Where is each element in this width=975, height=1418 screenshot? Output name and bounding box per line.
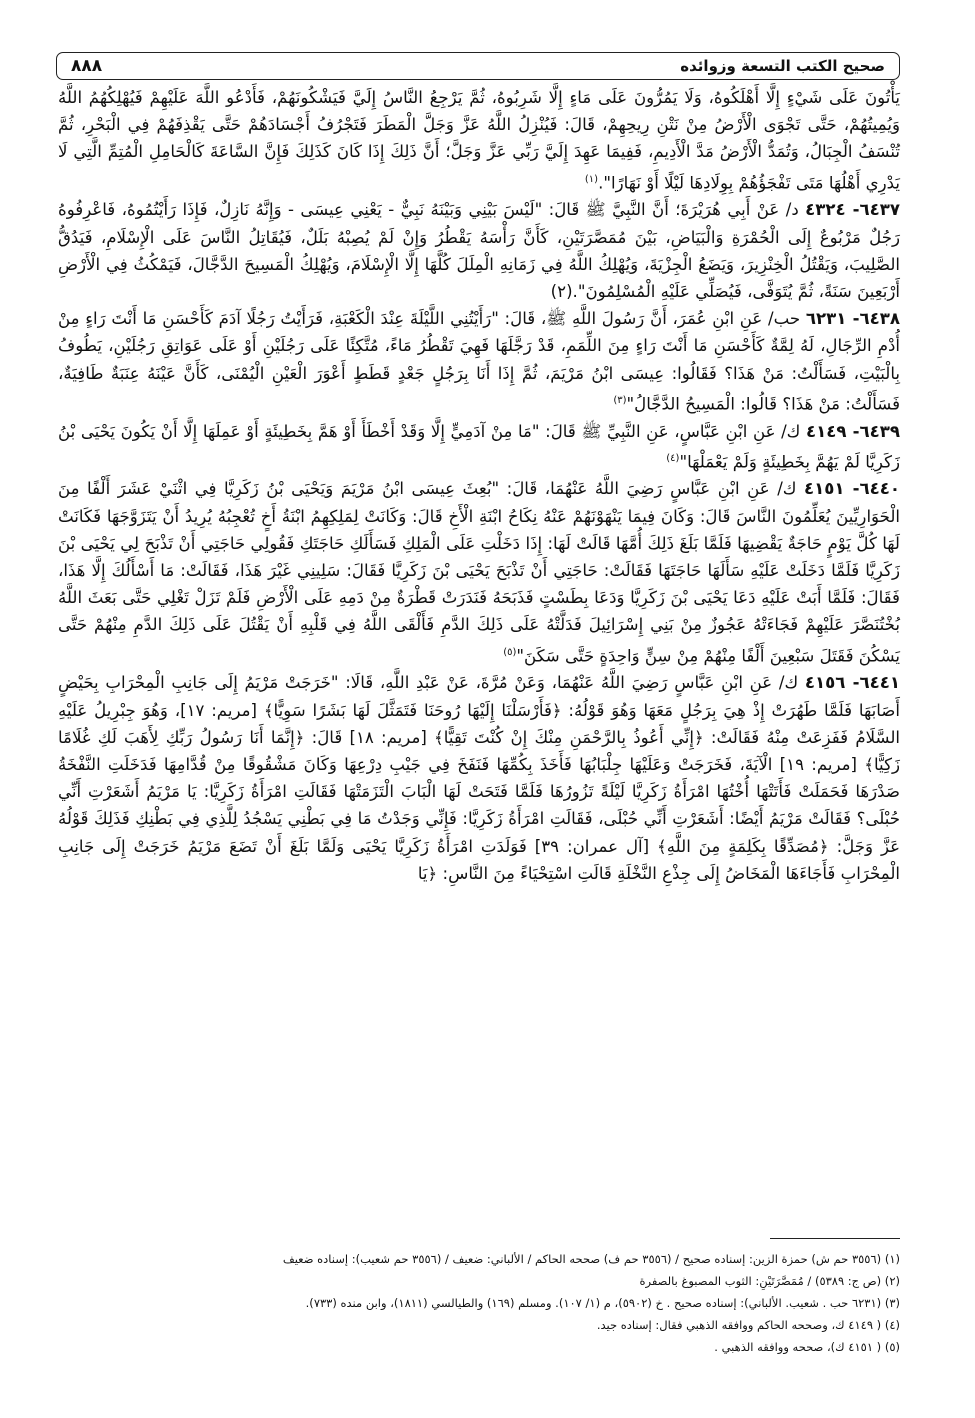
footnotes	[58, 1248, 900, 1358]
footnote-ref: (٢)	[550, 281, 573, 301]
footnote: (٣) (٦٢٣١ حب . شعيب. الألباني): إسناده صحيح . خ (٥٩٠٢)، م (١/ ١٠٧). ومسلم (١٦٩) والطيالسي (١٨١١)، وابن منده (٧٣٣).	[305, 1296, 900, 1310]
hadith-6440	[58, 475, 900, 669]
hadith-text: ك/ عَنِ ابْنِ عَبَّاسٍ رَضِيَ اللَّهُ عَنْهُمَا، وَعَنْ مُرَّةَ، عَنْ عَبْدِ اللَّهِ، قَالَا: "خَرَجَتْ مَرْيَمُ إِلَى جَانِبِ الْمِحْرَابِ بِحَيْضٍ أَصَابَهَا فَلَمَّا طَهُرَتْ إِذْ هِيَ بِرَجُلٍ مَعَهَا وَهُوَ قَوْلُهُ: ﴿فَأَرْسَلْنَا إِلَيْهَا رُوحَنَا فَتَمَثَّلَ لَهَا بَشَرًا سَوِيًّا﴾ [مريم: ١٧]، وَهُوَ جِبْرِيلُ عَلَيْهِ السَّلَامُ فَفَزِعَتْ مِنْهُ فَقَالَتْ: ﴿إِنِّي أَعُوذُ بِالرَّحْمَنِ مِنْكَ إِنْ كُنْتَ تَقِيًّا﴾ [مريم: ١٨] قَالَ: ﴿إِنَّمَا أَنَا رَسُولُ رَبِّكِ لِأَهَبَ لَكِ غُلَامًا زَكِيًّا﴾ [مريم: ١٩] الْآيَةَ، فَخَرَجَتْ وَعَلَيْهَا جِلْبَابُهَا فَأَخَذَ بِكُمِّهَا فَنَفَخَ فِي جَيْبِ دِرْعِهَا وَكَانَ مَشْقُوقًا مِنْ قُدَّامِهَا فَدَخَلَتِ النَّفْخَةُ صَدْرَهَا فَحَمَلَتْ فَأَتَتْهَا أُخْتُهَا امْرَأَةُ زَكَرِيَّا لَيْلَةً تَزُورُهَا فَلَمَّا فَتَحَتْ لَهَا الْبَابَ الْتَزَمَتْهَا فَقَالَتِ امْرَأَةُ زَكَرِيَّا: يَا مَرْيَمُ أَشَعَرْتِ أَنِّي حُبْلَى؟ فَقَالَتْ مَرْيَمُ أَيْضًا: أَشَعَرْتِ أَنِّي حُبْلَى، فَقَالَتِ امْرَأَةُ زَكَرِيَّا: فَإِنِّي وَجَدْتُ مَا فِي بَطْنِي يَسْجُدُ لِلَّذِي فِي بَطْنِكِ فَذَلِكَ قَوْلُهُ عَزَّ وَجَلَّ: ﴿مُصَدِّقًا بِكَلِمَةٍ مِنَ اللَّهِ﴾ [آل عمران: ٣٩] فَوَلَدَتِ امْرَأَةُ زَكَرِيَّا يَحْيَى وَلَمَّا بَلَغَ أَنْ تَضَعَ مَرْيَمُ خَرَجَتْ إِلَى جَانِبِ الْمِحْرَابِ فَأَجَاءَهَا الْمَخَاضُ إِلَى جِذْعِ النَّخْلَةِ قَالَتِ اسْتِحْيَاءً مِنَ النَّاسِ: ﴿يَا	[58, 673, 900, 883]
footnote: (٥) ( ٤١٥١ ك)، صححه ووافقه الذهبي .	[714, 1340, 900, 1354]
hadith-6441	[58, 669, 900, 887]
main-text	[58, 84, 900, 887]
hadith-text: حب/ عَنِ ابْنِ عُمَرَ، أَنَّ رَسُولَ اللَّهِ ﷺ، قَالَ: "رَأَيْتُنِي اللَّيْلَةَ عِنْدَ الْكَعْبَةِ، فَرَأَيْتُ رَجُلًا آدَمَ كَأَحْسَنِ مَا أَنْتَ رَاءٍ مِنْ أُدْمِ الرِّجَالِ، لَهُ لِمَّةٌ كَأَحْسَنِ مَا أَنْتَ رَاءٍ مِنَ اللِّمَمِ، قَدْ رَجَّلَهَا فَهِيَ تَقْطُرُ مَاءً، مُتَّكِئًا عَلَى رَجُلَيْنِ أَوْ عَلَى عَوَاتِقِ رَجُلَيْنِ، يَطُوفُ بِالْبَيْتِ، فَسَأَلْتُ: مَنْ هَذَا؟ فَقَالُوا: عِيسَى ابْنُ مَرْيَمَ، ثُمَّ إِذَا أَنَا بِرَجُلٍ جَعْدٍ قَطَطٍ أَعْوَرَ الْعَيْنِ الْيُمْنَى، كَأَنَّ عَيْنَهُ عِنَبَةٌ طَافِيَةٌ، فَسَأَلْتُ: مَنْ هَذَا؟ قَالُوا: الْمَسِيحُ الدَّجَّالُ"	[58, 309, 900, 414]
book-title: صحيح الكتب التسعة وزوائده	[680, 57, 885, 75]
paragraph-text: يَأْتُونَ عَلَى شَيْءٍ إِلَّا أَهْلَكُوهُ، وَلَا يَمُرُّونَ عَلَى مَاءٍ إِلَّا شَرِبُوهُ، ثُمَّ يَرْجِعُ النَّاسُ إِلَيَّ فَيَشْكُونَهُمْ، فَأَدْعُو اللَّهَ عَلَيْهِمْ فَيُهْلِكُهُمُ اللَّهُ وَيُمِيتُهُمْ، حَتَّى تَجْوَى الْأَرْضُ مِنْ نَتْنِ رِيحِهِمْ، قَالَ: فَيُنْزِلُ اللَّهُ عَزَّ وَجَلَّ الْمَطَرَ فَتَجْرُفُ أَجْسَادَهُمْ حَتَّى يَقْذِفَهُمْ فِي الْبَحْرِ، ثُمَّ تُنْسَفُ الْجِبَالُ، وَتُمَدُّ الْأَرْضُ مَدَّ الْأَدِيمِ، فَفِيمَا عَهِدَ إِلَيَّ رَبِّي عَزَّ وَجَلَّ؛ أَنَّ ذَلِكَ إِذَا كَانَ كَذَلِكَ فَإِنَّ السَّاعَةَ كَالْحَامِلِ الْمُتِمِّ الَّتِي لَا يَدْرِي أَهْلُهَا مَتَى تَفْجَؤُهُمْ بِوِلَادِهَا لَيْلًا أَوْ نَهَارًا".	[58, 88, 900, 193]
footnote-separator	[770, 1238, 900, 1239]
hadith-number: ٦٤٣٩- ٤١٤٩	[805, 421, 900, 441]
hadith-number: ٦٤٣٧- ٤٣٢٤	[805, 200, 900, 220]
hadith-6438	[58, 305, 900, 417]
hadith-number: ٦٤٤١- ٤١٥٦	[804, 673, 900, 693]
hadith-text: د/ عَنْ أَبِي هُرَيْرَةَ؛ أَنَّ النَّبِيَّ ﷺ قَالَ: "لَيْسَ بَيْنِي وَبَيْنَهُ نَبِيٌّ - يَعْنِي عِيسَى - وَإِنَّهُ نَازِلٌ، فَإِذَا رَأَيْتُمُوهُ، فَاعْرِفُوهُ رَجُلٌ مَرْبُوعٌ إِلَى الْحُمْرَةِ وَالْبَيَاضِ، بَيْنَ مُمَصَّرَتَيْنِ، كَأَنَّ رَأْسَهُ يَقْطُرُ وَإِنْ لَمْ يُصِبْهُ بَلَلٌ، فَيُقَاتِلُ النَّاسَ عَلَى الْإِسْلَامِ، فَيَدُقُّ الصَّلِيبَ، وَيَقْتُلُ الْخِنْزِيرَ، وَيَضَعُ الْجِزْيَةَ، وَيُهْلِكُ اللَّهُ فِي زَمَانِهِ الْمِلَلَ كُلَّهَا إِلَّا الْإِسْلَامَ، وَيُهْلِكُ الْمَسِيحَ الدَّجَّالَ، فَيَمْكُثُ فِي الْأَرْضِ أَرْبَعِينَ سَنَةً، ثُمَّ يُتَوَفَّى، فَيُصَلِّي عَلَيْهِ الْمُسْلِمُونَ".	[58, 200, 900, 301]
hadith-6437	[58, 196, 900, 305]
footnote: (١) (٣٥٥٦ حم ش) حمزة الزين: إسناده صحيح / (٣٥٥٦ حم ف) صححه الحاكم / الألباني: ضعيف / (٣٥٥٦ حم شعيب): إسناده ضعيف	[282, 1252, 900, 1266]
hadith-6439	[58, 418, 900, 476]
footnote-ref: (٣)	[613, 394, 627, 406]
footnote-ref: (٤)	[666, 452, 680, 464]
hadith-number: ٦٤٤٠- ٤١٥١	[804, 479, 900, 499]
paragraph	[58, 84, 900, 196]
page-number: ٨٨٨	[71, 56, 103, 76]
footnote: (٤) ( ٤١٤٩ ك، وصححه الحاكم ووافقه الذهبي فقال: إسناده جيد.	[596, 1318, 900, 1332]
footnote-ref: (١)	[584, 173, 599, 185]
footnote-ref: (٥)	[503, 646, 517, 658]
footnote: (٢) (ص ج: ٥٣٨٩) / مُمَصَّرَتَيْنِ: الثوب المصبوغ بالصفرة	[639, 1274, 900, 1288]
running-header	[56, 52, 900, 80]
hadith-number: ٦٤٣٨- ٦٢٣١	[805, 309, 900, 329]
hadith-text: ك/ عَنِ ابْنِ عَبَّاسٍ، عَنِ النَّبِيِّ ﷺ قَالَ: "مَا مِنْ آدَمِيٍّ إِلَّا وَقَدْ أَخْطَأَ أَوْ هَمَّ بِخَطِيئَةٍ أَوْ عَمِلَهَا إِلَّا أَنْ يَكُونَ يَحْيَى بْنُ زَكَرِيَّا لَمْ يَهُمَّ بِخَطِيئَةٍ وَلَمْ يَعْمَلْهَا"	[58, 421, 900, 472]
hadith-text: ك/ عَنِ ابْنِ عَبَّاسٍ رَضِيَ اللَّهُ عَنْهُمَا، قَالَ: "بُعِثَ عِيسَى ابْنُ مَرْيَمَ وَيَحْيَى بْنُ زَكَرِيَّا فِي اثْنَيْ عَشَرَ أَلْفًا مِنَ الْحَوَارِيِّينَ يُعَلِّمُونَ النَّاسَ قَالَ: وَكَانَ فِيمَا يَنْهَوْنَهُمْ عَنْهُ نِكَاحُ ابْنَةِ الْأَخِ قَالَ: وَكَانَتْ لِمَلِكِهِمُ ابْنَةُ أَخٍ تُعْجِبُهُ يُرِيدُ أَنْ يَتَزَوَّجَهَا فَكَانَتْ لَهَا كُلَّ يَوْمٍ حَاجَةٌ يَقْضِيهَا فَلَمَّا بَلَغَ ذَلِكَ أُمَّهَا قَالَتْ لَهَا: إِذَا دَخَلْتِ عَلَى الْمَلِكِ فَسَأَلَكِ حَاجَتَكِ فَقُولِي حَاجَتِي أَنْ تَذْبَحَ لِي يَحْيَى بْنَ زَكَرِيَّا فَلَمَّا دَخَلَتْ عَلَيْهِ سَأَلَهَا حَاجَتَهَا فَقَالَتْ: حَاجَتِي أَنْ تَذْبَحَ يَحْيَى بْنَ زَكَرِيَّا فَقَالَ: سَلِينِي غَيْرَ هَذَا، فَقَالَتْ: مَا أَسْأَلُكَ إِلَّا هَذَا، فَقَالَ: فَلَمَّا أَبَتْ عَلَيْهِ دَعَا يَحْيَى بْنَ زَكَرِيَّا وَدَعَا بِطَسْتٍ فَذَبَحَهُ فَنَدَرَتْ قَطْرَةٌ مِنْ دَمِهِ عَلَى الْأَرْضِ فَلَمْ تَزَلْ تَغْلِي حَتَّى بَعَثَ اللَّهُ بُخْتُنَصَّرَ عَلَيْهِمْ فَجَاءَتْهُ عَجُوزٌ مِنْ بَنِي إِسْرَائِيلَ فَدَلَّتْهُ عَلَى ذَلِكَ الدَّمِ فَأَلْقَى اللَّهُ فِي قَلْبِهِ أَنْ يَقْتُلَ عَلَى ذَلِكَ الدَّمِ مِنْهُمْ حَتَّى يَسْكُنَ فَقَتَلَ سَبْعِينَ أَلْفًا مِنْهُمْ مِنْ سِنٍّ وَاحِدَةٍ حَتَّى سَكَنَ"	[58, 479, 900, 666]
